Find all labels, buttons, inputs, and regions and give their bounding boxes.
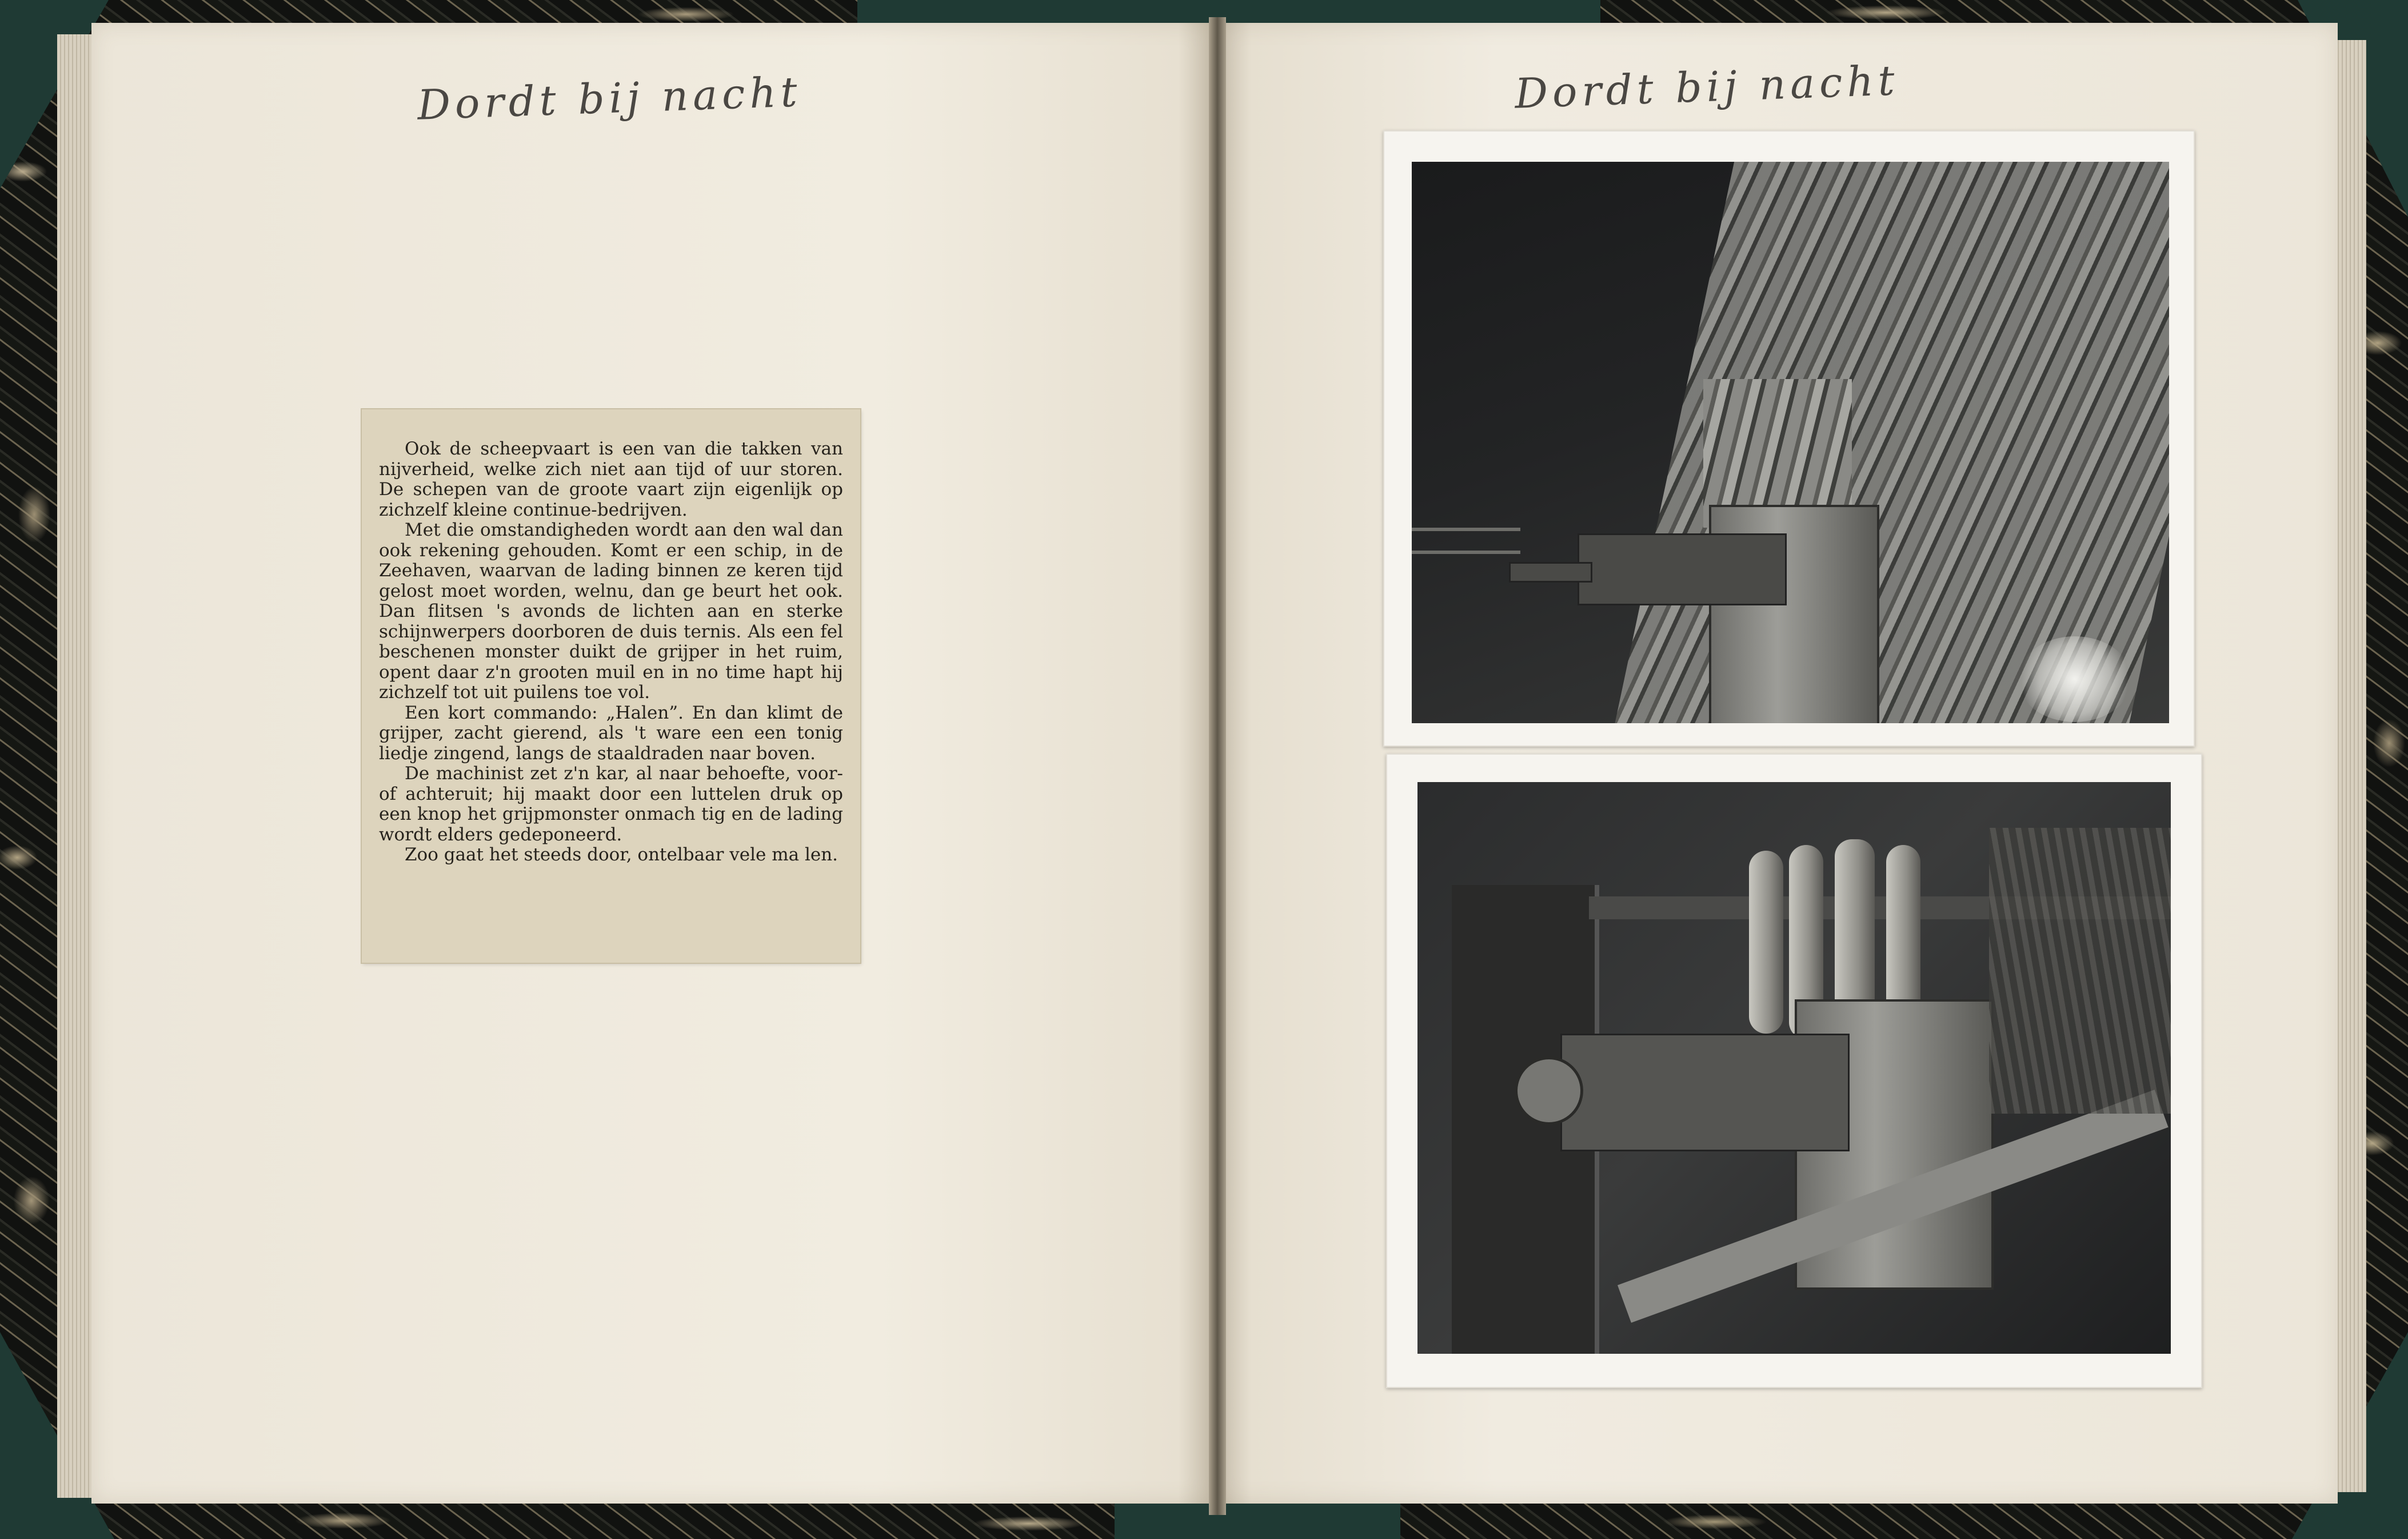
left-page-caption: Dordt bij nacht	[416, 67, 802, 129]
book-gutter	[1209, 17, 1226, 1515]
newspaper-clipping	[362, 409, 860, 963]
page-edges-right	[2335, 40, 2366, 1492]
clipping-paragraph: Zoo gaat het steeds door, ontelbaar vele ma len.	[405, 844, 838, 865]
photo-frame-top	[1383, 130, 2195, 747]
photo-crane-grab-logs-top	[1412, 162, 2169, 723]
photo-crane-grab-logs-bottom	[1417, 782, 2171, 1354]
clipping-paragraph: De machinist zet z'n kar, al naar behoefte, voor- of achteruit; hij maakt door een luttelen druk op een knop het grijpmonster onmach tig en de lading wordt elders gedeponeerd.	[379, 763, 843, 845]
clipping-text	[379, 439, 843, 866]
clipping-paragraph: Met die omstandigheden wordt aan den wal dan ook rekening gehouden. Komt er een schip, in de Zeehaven, waarvan de lading binnen ze keren tijd gelost moet worden, welnu, dan ge beurt het ook. Dan flitsen 's avonds de lichten aan en sterke schijnwerpers doorboren de duis ternis. Als een fel beschenen monster duikt de grijper in het ruim, opent daar z'n grooten muil en in no time hapt hij zichzelf tot uit puilens toe vol.	[379, 520, 843, 703]
clipping-paragraph: Ook de scheepvaart is een van die takken van nijverheid, welke zich niet aan tijd of uur storen. De schepen van de groote vaart zijn eigenlijk op zichzelf kleine continue-bedrijven.	[379, 438, 843, 520]
cover-cloth-bottom	[1115, 1498, 1400, 1539]
clipping-paragraph: Een kort commando: „Halen”. En dan klimt de grijper, zacht gierend, als 't ware een een tonig liedje zingend, langs de staaldraden naar boven.	[379, 702, 843, 764]
right-page-caption: Dordt bij nacht	[1514, 56, 1900, 118]
photo-frame-bottom	[1386, 753, 2202, 1388]
